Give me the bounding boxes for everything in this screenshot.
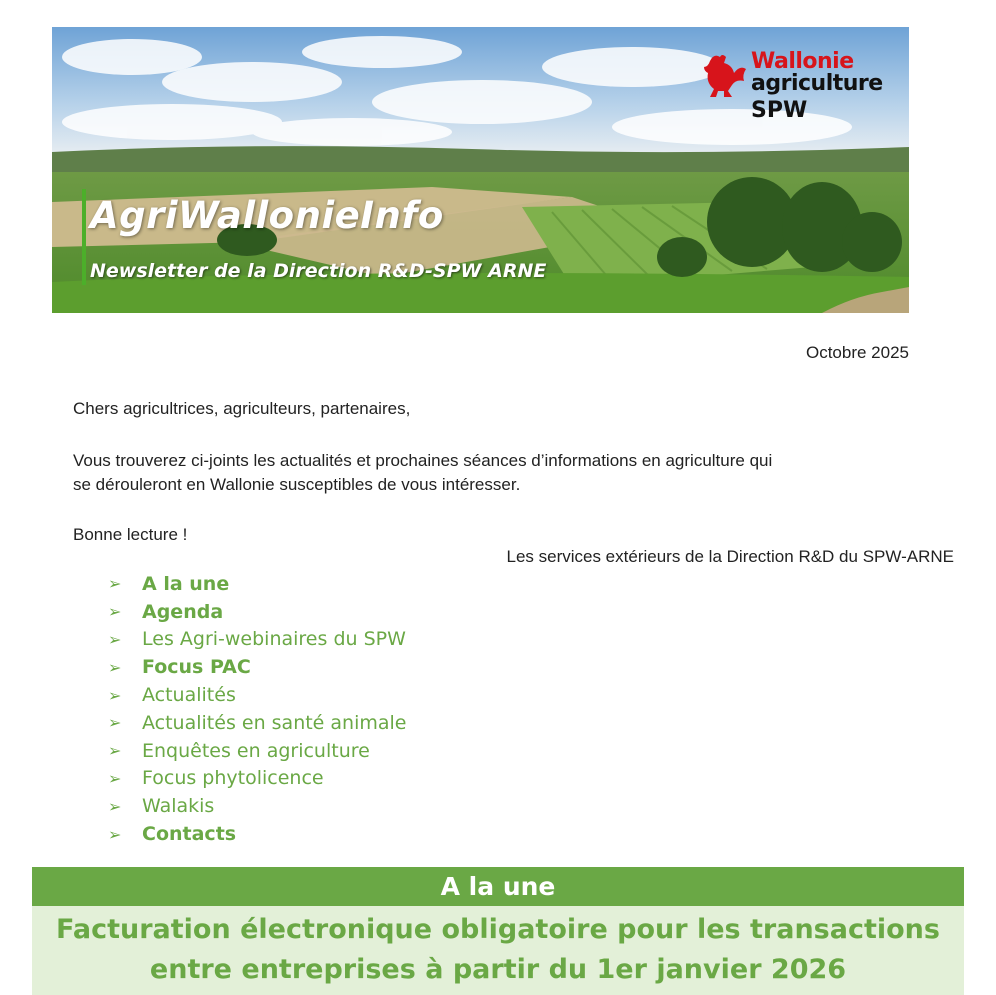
toc-item-sante-animale[interactable] — [108, 709, 407, 737]
signature-text: Les services extérieurs de la Direction R&D du SPW-ARNE — [506, 547, 954, 566]
arrow-bullet-icon: ➢ — [108, 713, 122, 733]
wallonie-agriculture-logo — [702, 47, 902, 127]
toc-item-walakis[interactable] — [108, 792, 407, 820]
toc-item-label: Actualités — [142, 684, 236, 707]
toc-item-agenda[interactable] — [108, 598, 407, 626]
newsletter-title: AgriWallonieInfo — [90, 194, 444, 237]
arrow-bullet-icon: ➢ — [108, 741, 122, 761]
article-title — [32, 910, 964, 990]
arrow-bullet-icon: ➢ — [108, 602, 122, 622]
arrow-bullet-icon: ➢ — [108, 796, 122, 816]
toc-item-enquetes[interactable] — [108, 737, 407, 765]
toc-item-label: Focus PAC — [142, 656, 251, 679]
logo-agriculture: agriculture — [751, 71, 883, 96]
table-of-contents — [108, 570, 407, 848]
logo-wallonie: Wallonie — [751, 49, 854, 74]
header-banner — [52, 27, 909, 313]
toc-item-label: A la une — [142, 572, 230, 595]
intro-line-2: se dérouleront en Wallonie susceptibles de vous intéresser. — [73, 475, 521, 494]
arrow-bullet-icon: ➢ — [108, 685, 122, 705]
article-title-box — [32, 906, 964, 995]
intro-line-1: Vous trouverez ci-joints les actualités et prochaines séances d’informations en agriculture qui — [73, 451, 773, 470]
arrow-bullet-icon: ➢ — [108, 574, 122, 594]
intro-text — [73, 449, 853, 497]
banner-accent-bar — [82, 189, 86, 285]
toc-item-label: Actualités en santé animale — [142, 711, 407, 734]
toc-item-label: Contacts — [142, 823, 237, 846]
toc-item-agri-webinaires[interactable] — [108, 626, 407, 654]
toc-item-contacts[interactable] — [108, 820, 407, 848]
arrow-bullet-icon: ➢ — [108, 629, 122, 649]
toc-item-actualites[interactable] — [108, 681, 407, 709]
toc-item-label: Walakis — [142, 795, 215, 818]
toc-item-label: Enquêtes en agriculture — [142, 739, 370, 762]
closing-text: Bonne lecture ! — [73, 525, 188, 544]
article-title-line-1: Facturation électronique obligatoire pour les transactions — [56, 914, 940, 945]
greeting-text: Chers agricultrices, agriculteurs, partenaires, — [73, 399, 411, 418]
toc-item-focus-pac[interactable] — [108, 653, 407, 681]
arrow-bullet-icon: ➢ — [108, 824, 122, 844]
logo-spw: SPW — [751, 98, 808, 123]
toc-item-phytolicence[interactable] — [108, 765, 407, 793]
arrow-bullet-icon: ➢ — [108, 657, 122, 677]
toc-item-label: Focus phytolicence — [142, 767, 324, 790]
issue-date: Octobre 2025 — [805, 343, 909, 362]
arrow-bullet-icon: ➢ — [108, 768, 122, 788]
section-header-a-la-une: A la une — [32, 867, 964, 906]
newsletter-subtitle: Newsletter de la Direction R&D-SPW ARNE — [90, 260, 547, 282]
toc-item-label: Les Agri-webinaires du SPW — [142, 628, 406, 651]
article-title-line-2: entre entreprises à partir du 1er janvier 2026 — [149, 954, 847, 985]
toc-item-label: Agenda — [142, 600, 224, 623]
rooster-icon — [702, 51, 748, 99]
toc-item-a-la-une[interactable] — [108, 570, 407, 598]
